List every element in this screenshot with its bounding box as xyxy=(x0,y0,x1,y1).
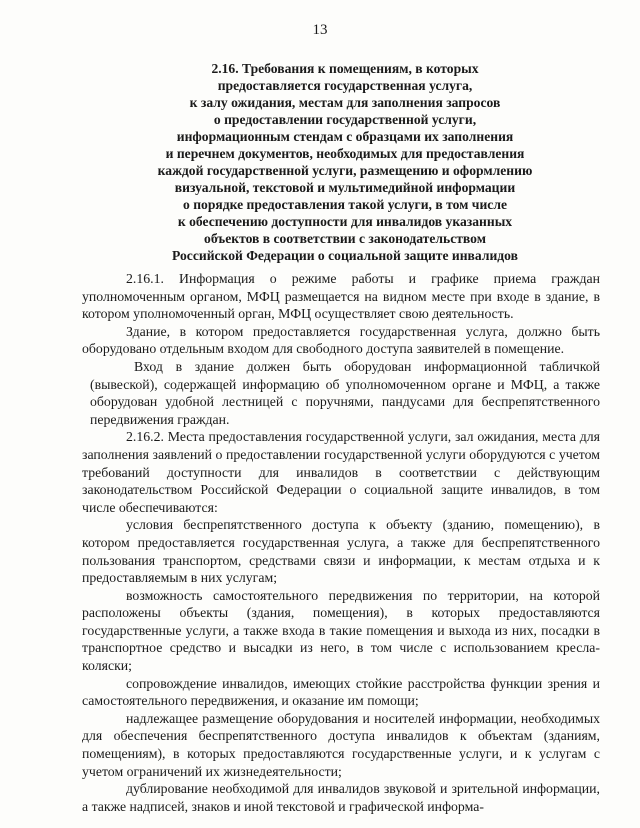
heading-line: и перечнем документов, необходимых для предоставления xyxy=(165,146,525,161)
paragraph-entrance-sign: Вход в здание должен быть оборудован информационной табличкой (вывеской), содержащей информацию об уполномоченном органе и МФЦ, а также оборудован удобной лестницей с поручнями, пандусами для беспрепятственного передвижения граждан. xyxy=(90,358,600,427)
heading-line: Российской Федерации о социальной защите инвалидов xyxy=(172,248,518,263)
paragraph-2-16-1: 2.16.1. Информация о режиме работы и графике приема граждан уполномоченным органом, МФЦ размещается на видном месте при входе в здание, в котором уполномоченный орган, МФЦ осуществляет свою деятельность. xyxy=(82,271,600,322)
paragraph-2-16-2: 2.16.2. Места предоставления государственной услуги, зал ожидания, места для заполнения заявлений о предоставлении государственной услуги оборудуются с учетом требований доступности для инвалидов в соответствии с действующим законодательством Российской Федерации о социальной защите инвалидов, в том числе обеспечиваются: xyxy=(82,429,600,515)
list-item-equipment-placement: надлежащее размещение оборудования и носителей информации, необходимых для обеспечения беспрепятственного доступа инвалидов к объектам (зданиям, помещениям), в которых предоставляются государственные услуги, и к услугам с учетом ограничений их жизнедеятельности; xyxy=(82,710,600,779)
heading-line: о предоставлении государственной услуги, xyxy=(213,112,477,127)
heading-line: предоставляется государственная услуга, xyxy=(217,78,473,93)
heading-line: к залу ожидания, местам для заполнения запросов xyxy=(189,95,501,110)
list-item-independent-movement: возможность самостоятельного передвижения по территории, на которой расположены объекты (здания, помещения), в которых предоставляются государственные услуги, а также входа в такие помещения и выхода из них, посадки в транспортное средство и высадки из него, в том числе с использованием кресла-коляски; xyxy=(82,587,600,674)
heading-line: к обеспечению доступности для инвалидов указанных xyxy=(177,214,513,229)
heading-line: визуальной, текстовой и мультимедийной информации xyxy=(174,180,516,195)
heading-line: 2.16. Требования к помещениям, в которых xyxy=(211,61,479,76)
list-item-escort: сопровождение инвалидов, имеющих стойкие расстройства функции зрения и самостоятельного передвижения, и оказание им помощи; xyxy=(82,675,600,709)
heading-line: каждой государственной услуги, размещению и оформлению xyxy=(157,163,533,178)
section-heading xyxy=(110,60,580,264)
body-text xyxy=(82,270,600,815)
page-number: 13 xyxy=(312,22,328,38)
heading-line: о порядке предоставления такой услуги, в том числе xyxy=(183,197,507,212)
heading-line: информационным стендам с образцами их заполнения xyxy=(176,129,514,144)
paragraph-building-entrance: Здание, в котором предоставляется государственная услуга, должно быть оборудовано отдельным входом для свободного доступа заявителей в помещение. xyxy=(82,323,600,357)
list-item-information-duplication: дублирование необходимой для инвалидов звуковой и зрительной информации, а также надписей, знаков и иной текстовой и графической информа- xyxy=(82,781,600,814)
heading-line: объектов в соответствии с законодательством xyxy=(204,231,486,246)
list-item-access-conditions: условия беспрепятственного доступа к объекту (зданию, помещению), в котором предоставляется государственная услуга, а также для беспрепятственного пользования транспортом, средствами связи и информации, к местам отдыха и к предоставляемым в них услугам; xyxy=(82,517,600,586)
